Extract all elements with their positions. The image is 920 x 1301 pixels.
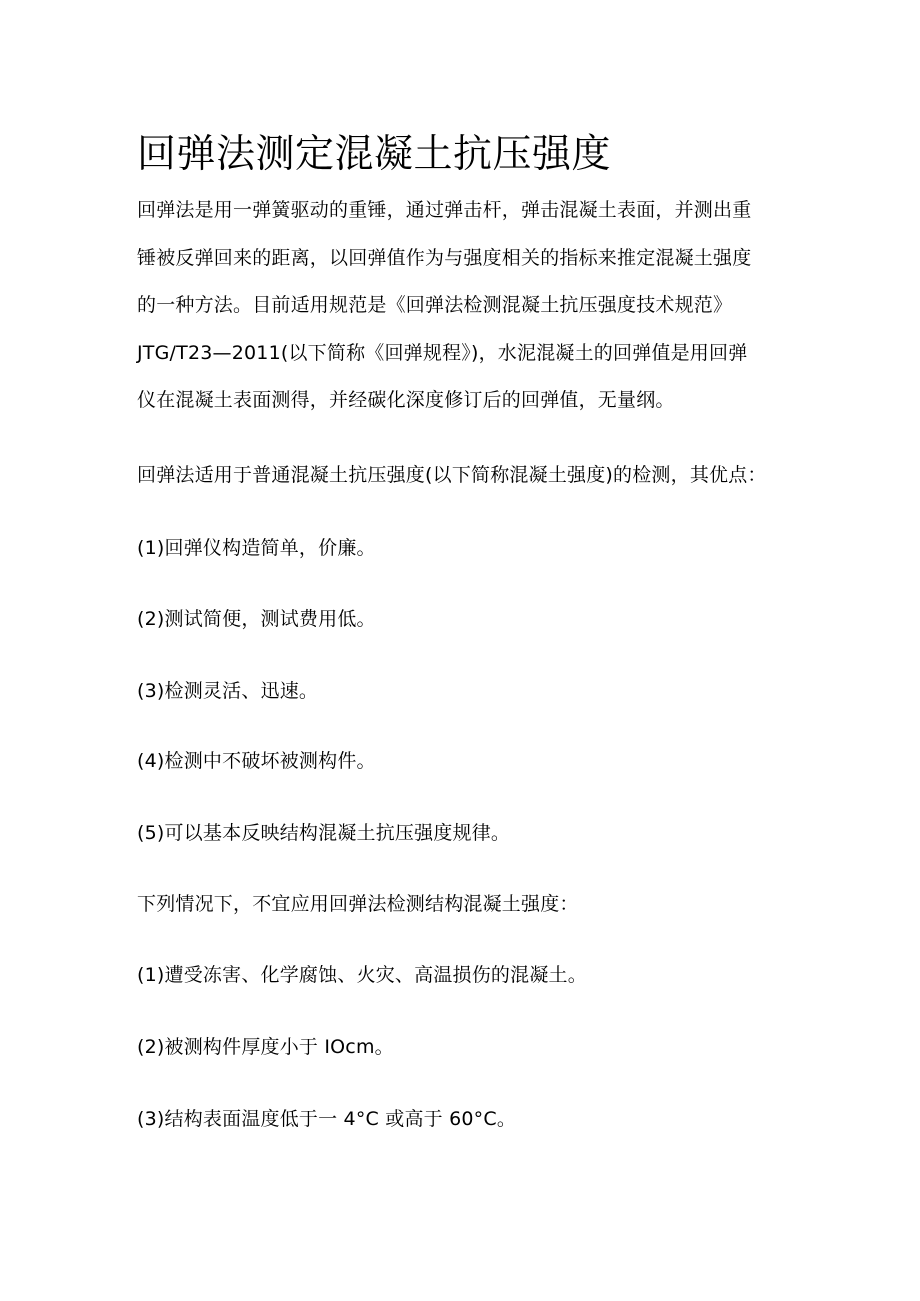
advantages-intro: 回弹法适用于普通混凝土抗压强度(以下简称混凝土强度)的检测，其优点： — [137, 464, 767, 486]
unsuitable-item-1: (1)遭受冻害、化学腐蚀、火灾、高温损伤的混凝土。 — [137, 964, 587, 986]
unsuitable-item-3: (3)结构表面温度低于一 4°C 或高于 60°C。 — [137, 1108, 517, 1130]
page-title: 回弹法测定混凝土抗压强度 — [137, 132, 612, 177]
advantage-item-4: (4)检测中不破坏被测构件。 — [137, 750, 376, 772]
intro-line-1: 回弹法是用一弹簧驱动的重锤，通过弹击杆，弹击混凝土表面，并测出重 — [137, 199, 752, 221]
intro-line-4: JTG/T23—2011(以下简称《回弹规程》)，水泥混凝土的回弹值是用回弹 — [137, 342, 748, 364]
unsuitable-item-2: (2)被测构件厚度小于 IOcm。 — [137, 1036, 394, 1058]
advantage-item-2: (2)测试简便，测试费用低。 — [137, 608, 376, 630]
intro-line-5: 仪在混凝土表面测得，并经碳化深度修订后的回弹值，无量纲。 — [137, 389, 675, 411]
unsuitable-intro: 下列情况下，不宜应用回弹法检测结构混凝土强度： — [137, 893, 579, 915]
advantage-item-5: (5)可以基本反映结构混凝土抗压强度规律。 — [137, 822, 511, 844]
intro-line-2: 锤被反弹回来的距离，以回弹值作为与强度相关的指标来推定混凝土强度 — [137, 247, 752, 269]
advantage-item-3: (3)检测灵活、迅速。 — [137, 680, 319, 702]
intro-line-3: 的一种方法。目前适用规范是《回弹法检测混凝土抗压强度技术规范》 — [137, 294, 733, 316]
advantage-item-1: (1)回弹仪构造简单，价廉。 — [137, 537, 376, 559]
